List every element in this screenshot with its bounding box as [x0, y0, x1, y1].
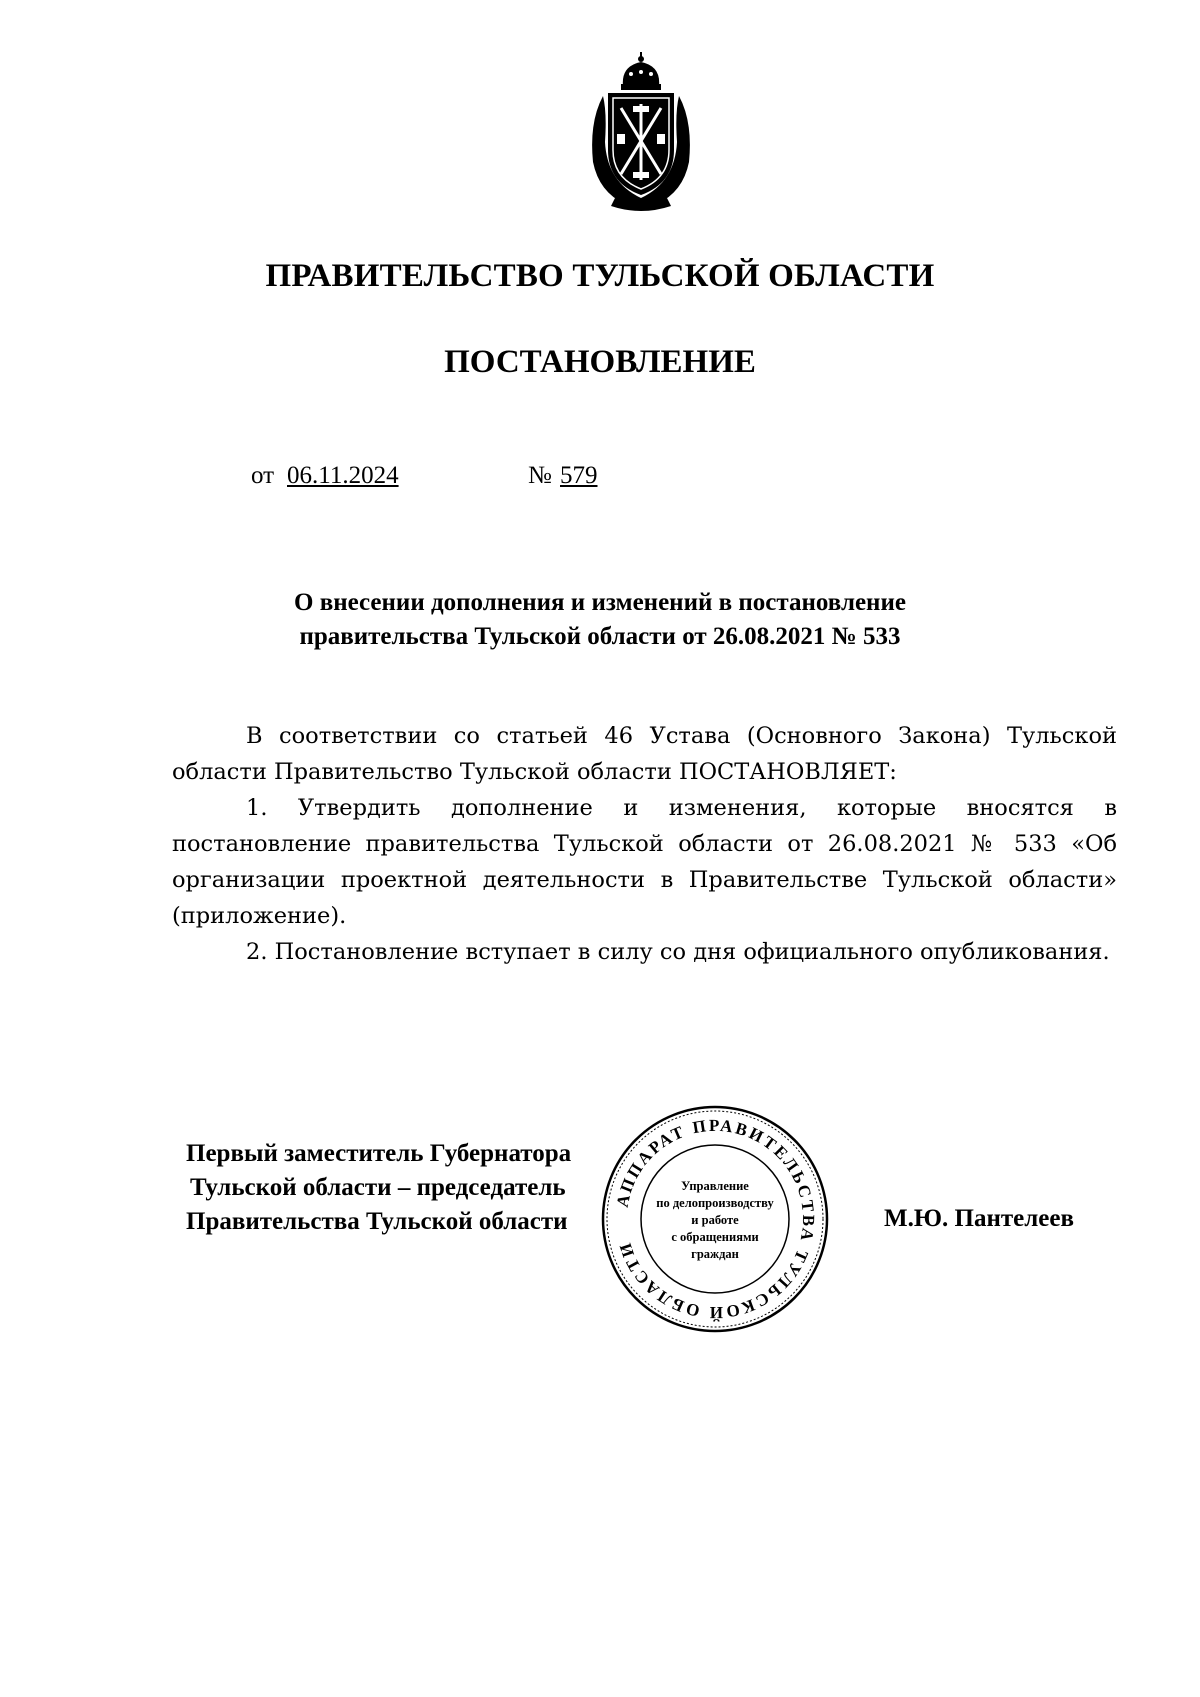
organization-title: ПРАВИТЕЛЬСТВО ТУЛЬСКОЙ ОБЛАСТИ — [265, 258, 935, 294]
stamp-center-line-4: с обращениями — [671, 1230, 759, 1244]
document-subject — [0, 586, 1200, 654]
stamp-ring-text: АППАРАТ ПРАВИТЕЛЬСТВА ТУЛЬСКОЙ ОБЛАСТИ — [612, 1115, 819, 1323]
date-prefix: от — [251, 462, 275, 489]
crown-icon — [621, 52, 661, 90]
number-prefix: № — [528, 462, 552, 489]
official-stamp — [600, 1104, 830, 1334]
subject-line-2: правительства Тульской области от 26.08.2021 № 533 — [299, 623, 901, 650]
item-2-paragraph: 2. Постановление вступает в силу со дня официального опубликования. — [246, 939, 1110, 965]
document-body — [172, 718, 1117, 970]
document-type: ПОСТАНОВЛЕНИЕ — [444, 344, 756, 380]
coat-of-arms-emblem — [585, 52, 697, 212]
document-date: 06.11.2024 — [287, 462, 399, 489]
signatory-position — [186, 1137, 571, 1239]
stamp-center-line-3: и работе — [691, 1213, 739, 1227]
position-line-2: Тульской области – председатель — [190, 1174, 566, 1201]
preamble-paragraph: В соответствии со статьей 46 Устава (Основного Закона) Тульской области Правительство Тульской области ПОСТАНОВЛЯЕТ: — [172, 723, 1117, 785]
item-1-paragraph: 1. Утвердить дополнение и изменения, которые вносятся в постановление правительства Тульской области от 26.08.2021 № 533 «Об организации проектной деятельности в Правительстве Тульской области» (приложение). — [172, 795, 1117, 929]
stamp-center-line-1: Управление — [681, 1179, 749, 1193]
document-number: 579 — [560, 462, 598, 489]
position-line-3: Правительства Тульской области — [186, 1208, 568, 1235]
signatory-name: М.Ю. Пантелеев — [884, 1205, 1074, 1232]
stamp-center-line-5: граждан — [691, 1247, 739, 1261]
subject-line-1: О внесении дополнения и изменений в постановление — [294, 589, 906, 616]
position-line-1: Первый заместитель Губернатора — [186, 1140, 572, 1167]
stamp-center-line-2: по делопроизводству — [656, 1196, 774, 1210]
